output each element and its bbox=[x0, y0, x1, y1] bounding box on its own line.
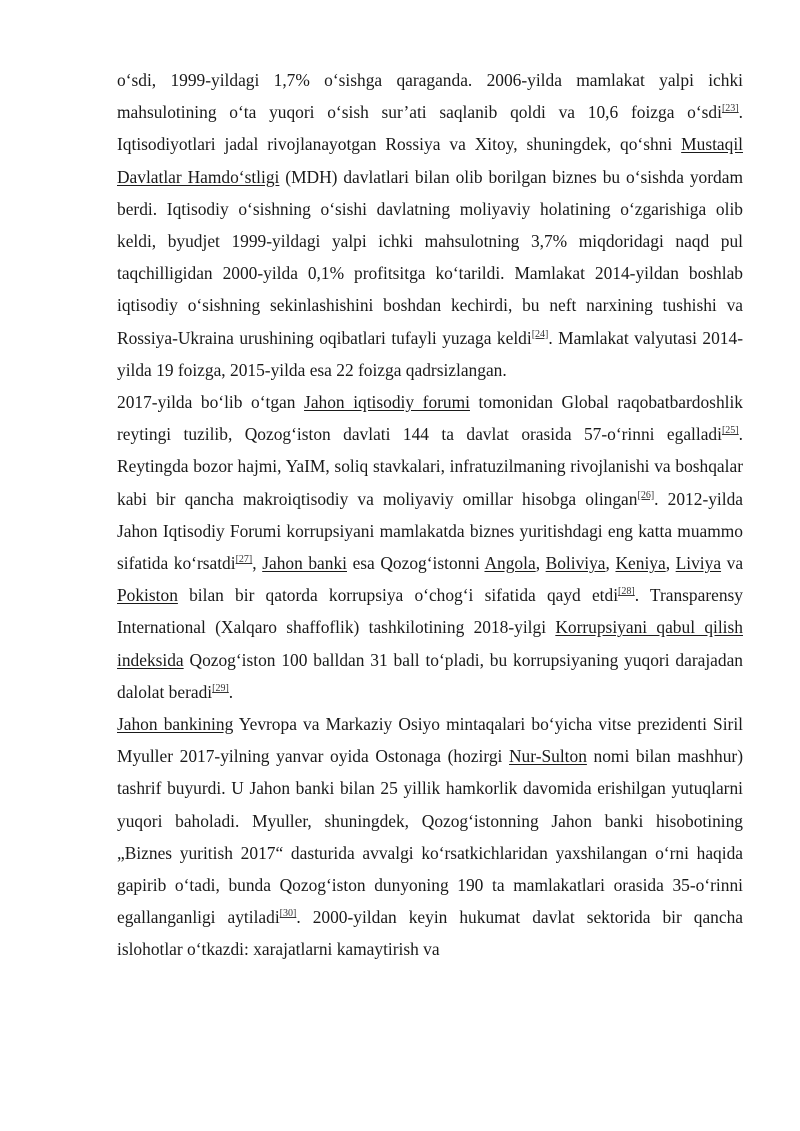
text-run: . bbox=[228, 681, 234, 702]
wiki-link[interactable]: Angola bbox=[484, 553, 536, 574]
text-run: . Iqtisodiyotlari jadal rivojlanayotgan Rossiya va Xitoy, shuningdek, qo‘shni bbox=[117, 102, 743, 155]
text-run: esa Qozog‘istonni bbox=[347, 553, 485, 574]
citation-ref[interactable]: [25] bbox=[721, 425, 739, 437]
text-run: , bbox=[665, 553, 676, 574]
text-run: , bbox=[535, 553, 546, 574]
text-run: , bbox=[605, 553, 616, 574]
wiki-link[interactable]: Boliviya bbox=[545, 553, 606, 574]
document-page bbox=[117, 64, 743, 966]
text-run: , bbox=[252, 553, 263, 574]
text-run: Yevropa va Markaziy Osiyo mintaqalari bo‘yicha vitse prezidenti Siril Myuller 2017-yilning yanvar oyida Ostonaga (hozirgi bbox=[117, 714, 744, 767]
text-run: . 2000-yildan keyin hukumat davlat sektorida bir qancha islohotlar o‘tkazdi: xarajatlarni kamaytirish va bbox=[117, 907, 743, 960]
text-run: . 2012-yilda Jahon Iqtisodiy Forumi korrupsiyani mamlakatda biznes yuritishdagi eng katta muammo sifatida ko‘rsatdi bbox=[117, 488, 744, 574]
wiki-link[interactable]: Pokiston bbox=[117, 585, 178, 606]
text-run: . Transparensy International (Xalqaro shaffoflik) tashkilotining 2018-yilgi bbox=[117, 585, 743, 638]
text-run: o‘sdi, 1999-yildagi 1,7% o‘sishga qaraganda. 2006-yilda mamlakat yalpi ichki mahsulotining o‘ta yuqori o‘sish sur’ati saqlanib qoldi va 10,6 foizga o‘sdi bbox=[117, 70, 743, 123]
wiki-link[interactable]: Mustaqil Davlatlar Hamdo‘stligi bbox=[117, 134, 743, 187]
wiki-link[interactable]: Jahon banki bbox=[262, 553, 347, 574]
text-run: va bbox=[721, 553, 744, 574]
wiki-link[interactable]: Korrupsiyani qabul qilish indeksida bbox=[117, 617, 743, 670]
text-run: Qozog‘iston 100 balldan 31 ball to‘pladi, bu korrupsiyaning yuqori darajadan dalolat beradi bbox=[117, 649, 743, 702]
citation-ref[interactable]: [29] bbox=[212, 683, 229, 695]
paragraph-2 bbox=[117, 386, 743, 708]
wiki-link[interactable]: Nur-Sulton bbox=[509, 746, 587, 767]
citation-ref[interactable]: [26] bbox=[637, 489, 655, 501]
wiki-link[interactable]: Keniya bbox=[615, 553, 666, 574]
text-run: bilan bir qatorda korrupsiya o‘chog‘i sifatida qayd etdi bbox=[177, 585, 619, 606]
wiki-link[interactable]: Jahon bankining bbox=[117, 714, 234, 735]
text-run: 2017-yilda bo‘lib o‘tgan bbox=[117, 392, 305, 413]
citation-ref[interactable]: [27] bbox=[235, 554, 253, 566]
text-run: . Mamlakat valyutasi 2014-yilda 19 foizga, 2015-yilda esa 22 foizga qadrsizlangan. bbox=[117, 327, 743, 380]
text-run: tomonidan Global raqobatbardoshlik reytingi tuzilib, Qozog‘iston davlati 144 ta davlat orasida 57-o‘rinni egalladi bbox=[117, 392, 743, 445]
citation-ref[interactable]: [23] bbox=[721, 103, 739, 115]
wiki-link[interactable]: Liviya bbox=[675, 553, 722, 574]
text-run: . Reytingda bozor hajmi, YaIM, soliq stavkalari, infratuzilmaning rivojlanishi va boshqalar kabi bir qancha makroiqtisodiy va moliyaviy omillar hisobga olingan bbox=[117, 424, 743, 509]
citation-ref[interactable]: [30] bbox=[279, 908, 297, 920]
paragraph-3 bbox=[117, 708, 743, 966]
text-run: nomi bilan mashhur) tashrif buyurdi. U Jahon banki bilan 25 yillik hamkorlik davomida erishilgan yutuqlarni yuqori baholadi. Myuller, shuningdek, Qozog‘istonning Jahon banki hisobotining „Biznes yuritish 2017“ dasturida avvalgi ko‘rsatkichlaridan yaxshilangan o‘rni haqida gapirib o‘tadi, bunda Qozog‘iston dunyoning 190 ta mamlakatlari orasida 35-o‘rinni egallanganligi aytiladi bbox=[117, 746, 743, 928]
text-run: (MDH) davlatlari bilan olib borilgan biznes bu o‘sishda yordam berdi. Iqtisodiy o‘sishning o‘sishi davlatning moliyaviy holatining o‘zgarishiga olib keldi, byudjet 1999-yildagi yalpi ichki mahsulotning 3,7% miqdoridagi naqd pul taqchilligidan 2000-yilda 0,1% profitsitga ko‘tarildi. Mamlakat 2014-yildan boshlab iqtisodiy o‘sishning sekinlashishini boshdan kechirdi, bu neft narxining tushishi va Rossiya-Ukraina urushining oqibatlari tufayli yuzaga keldi bbox=[117, 166, 743, 348]
wiki-link[interactable]: Jahon iqtisodiy forumi bbox=[304, 392, 470, 413]
citation-ref[interactable]: [24] bbox=[531, 328, 549, 340]
citation-ref[interactable]: [28] bbox=[618, 586, 635, 598]
paragraph-1 bbox=[117, 64, 743, 386]
